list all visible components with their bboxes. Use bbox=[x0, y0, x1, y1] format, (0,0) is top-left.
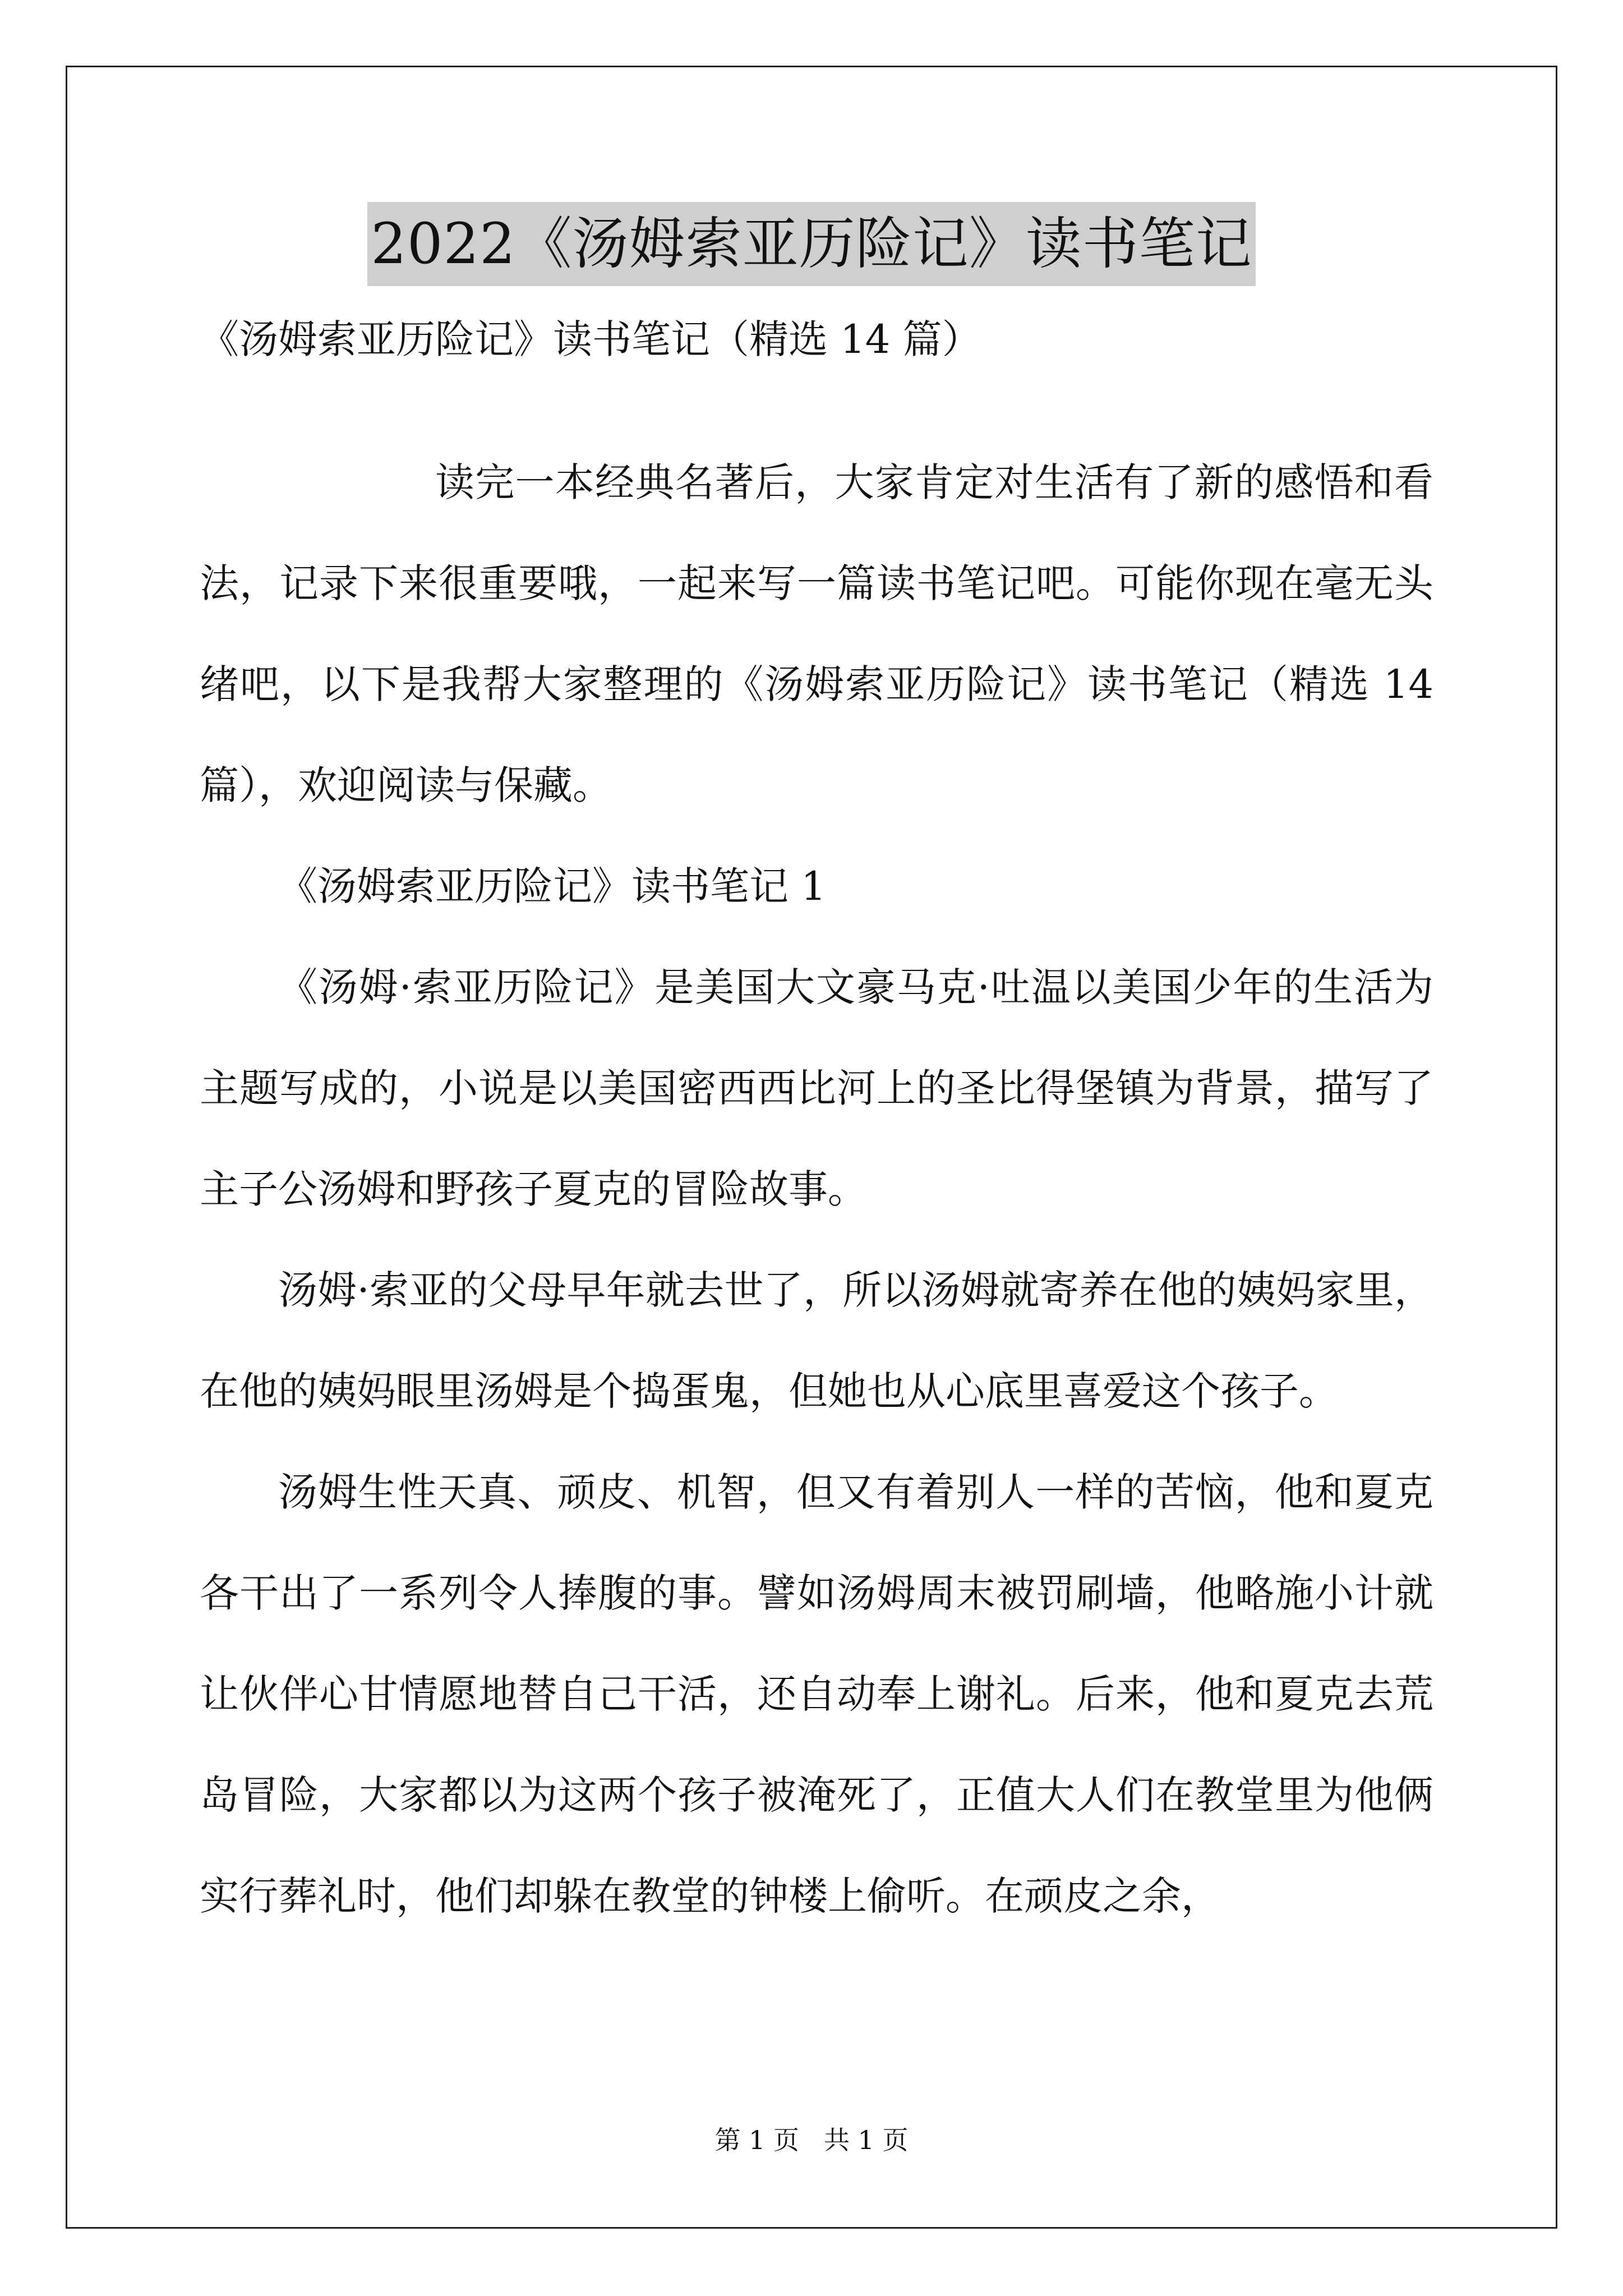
section-heading: 《汤姆索亚历险记》读书笔记 1 bbox=[278, 863, 826, 909]
intro-paragraph: 读完一本经典名著后，大家肯定对生活有了新的感悟和看法，记录下来很重要哦，一起来写一篇读书笔记吧。可能你现在毫无头绪吧，以下是我帮大家整理的《汤姆索亚历险记》读书笔记（精选 14 篇），欢迎阅读与保藏。 bbox=[200, 459, 1433, 808]
page-footer bbox=[0, 2123, 1623, 2157]
document-subtitle: 《汤姆索亚历险记》读书笔记（精选 14 篇） bbox=[200, 316, 981, 362]
body-paragraph: 《汤姆·索亚历险记》是美国大文豪马克·吐温以美国少年的生活为主题写成的，小说是以美国密西西比河上的圣比得堡镇为背景，描写了主子公汤姆和野孩子夏克的冒险故事。 bbox=[200, 964, 1433, 1212]
page-total: 共 1 页 bbox=[824, 2125, 909, 2155]
document-body bbox=[200, 432, 1433, 1947]
title-container bbox=[0, 202, 1623, 286]
page-number: 第 1 页 bbox=[714, 2125, 799, 2155]
body-paragraph: 汤姆生性天真、顽皮、机智，但又有着别人一样的苦恼，他和夏克各干出了一系列令人捧腹的事。譬如汤姆周末被罚刷墙，他略施小计就让伙伴心甘情愿地替自己干活，还自动奉上谢礼。后来，他和夏克去荒岛冒险，大家都以为这两个孩子被淹死了，正值大人们在教堂里为他俩实行葬礼时，他们却躲在教堂的钟楼上偷听。在顽皮之余， bbox=[200, 1469, 1433, 1919]
document-title: 2022《汤姆索亚历险记》读书笔记 bbox=[367, 202, 1256, 286]
body-paragraph: 汤姆·索亚的父母早年就去世了，所以汤姆就寄养在他的姨妈家里，在他的姨妈眼里汤姆是个捣蛋鬼，但她也从心底里喜爱这个孩子。 bbox=[200, 1267, 1433, 1414]
